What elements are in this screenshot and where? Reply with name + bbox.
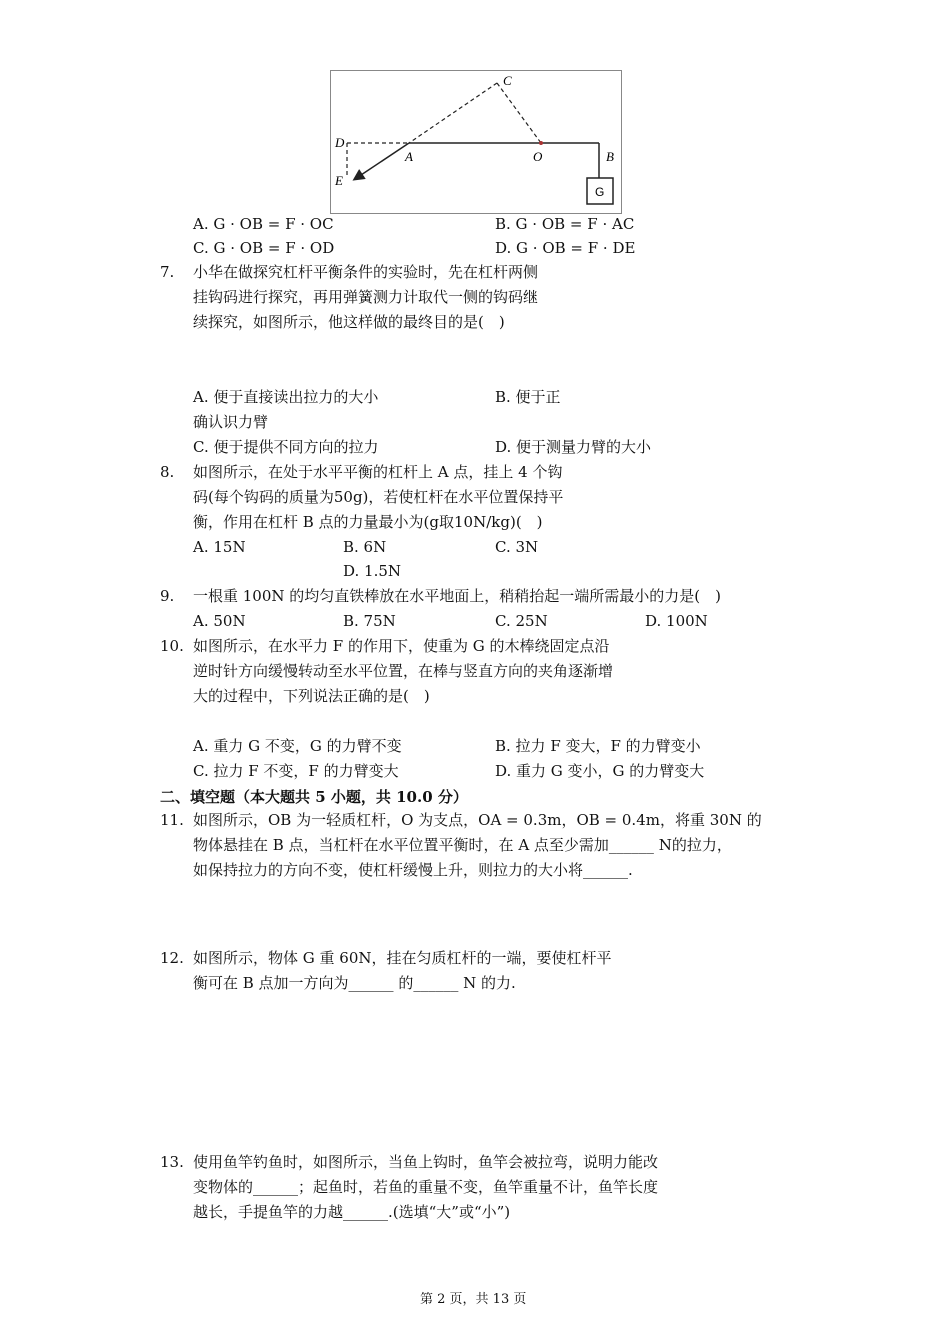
q8-number: 8.: [160, 463, 175, 481]
q9-number: 9.: [160, 587, 175, 605]
q9-option-b: B. 75N: [343, 612, 396, 630]
q10-line-1: 如图所示，在水平力 F 的作用下，使重为 G 的木棒绕固定点沿: [193, 637, 610, 655]
force-arrow: [355, 143, 409, 179]
q10-option-c: C. 拉力 F 不变，F 的力臂变大: [193, 762, 399, 780]
q8-option-d: D. 1.5N: [343, 562, 402, 580]
lever-diagram: [331, 71, 621, 213]
label-b: B: [606, 149, 614, 164]
q7-option-c: C. 便于提供不同方向的拉力: [193, 438, 379, 456]
q13-number: 13.: [160, 1153, 184, 1171]
q8-option-a: A. 15N: [193, 538, 246, 556]
label-c: C: [503, 73, 512, 88]
q12-number: 12.: [160, 949, 184, 967]
q8-option-c: C. 3N: [495, 538, 539, 556]
q8-line-3: 衡，作用在杠杆 B 点的力量最小为(g取10N/kg)( ): [193, 513, 543, 531]
q11-line-2: 物体悬挂在 B 点，当杠杆在水平位置平衡时，在 A 点至少需加______ N的拉力，: [193, 836, 732, 854]
q12-line-2: 衡可在 B 点加一方向为______ 的______ N 的力.: [193, 974, 516, 992]
q7-option-b: B. 便于正: [495, 388, 561, 406]
q6-option-c: C. G · OB = F · OD: [193, 239, 335, 257]
page-footer: 第 2 页，共 13 页: [420, 1292, 527, 1307]
q8-option-b: B. 6N: [343, 538, 387, 556]
q7-line-3: 续探究，如图所示，他这样做的最终目的是( ): [193, 313, 505, 331]
label-g: G: [595, 185, 605, 199]
q10-option-b: B. 拉力 F 变大，F 的力臂变小: [495, 737, 701, 755]
q13-line-2: 变物体的______；起鱼时，若鱼的重量不变，鱼竿重量不计，鱼竿长度: [193, 1178, 659, 1196]
q8-line-2: 码(每个钩码的质量为50g)，若使杠杆在水平位置保持平: [193, 488, 564, 506]
label-e: E: [335, 173, 343, 188]
label-o: O: [533, 149, 543, 164]
label-a: A: [405, 149, 413, 164]
q10-line-2: 逆时针方向缓慢转动至水平位置，在棒与竖直方向的夹角逐渐增: [193, 662, 614, 680]
q9-option-c: C. 25N: [495, 612, 548, 630]
q7-option-d: D. 便于测量力臂的大小: [495, 438, 652, 456]
q6-option-d: D. G · OB = F · DE: [495, 239, 636, 257]
q9-option-a: A. 50N: [193, 612, 246, 630]
q10-option-a: A. 重力 G 不变，G 的力臂不变: [193, 737, 402, 755]
dashed-co: [497, 83, 541, 143]
q7-number: 7.: [160, 263, 175, 281]
q12-line-1: 如图所示，物体 G 重 60N，挂在匀质杠杆的一端，要使杠杆平: [193, 949, 612, 967]
q10-line-3: 大的过程中，下列说法正确的是( ): [193, 687, 430, 705]
label-d: D: [335, 135, 345, 150]
q7-option-a: A. 便于直接读出拉力的大小: [193, 388, 379, 406]
q7-line-1: 小华在做探究杠杆平衡条件的实验时，先在杠杆两侧: [193, 263, 539, 281]
q13-line-1: 使用鱼竿钓鱼时，如图所示，当鱼上钩时，鱼竿会被拉弯，说明力能改: [193, 1153, 659, 1171]
q10-option-d: D. 重力 G 变小，G 的力臂变大: [495, 762, 705, 780]
q11-line-3: 如保持拉力的方向不变，使杠杆缓慢上升，则拉力的大小将______.: [193, 861, 633, 879]
q6-option-b: B. G · OB = F · AC: [495, 215, 635, 233]
q8-line-1: 如图所示，在处于水平平衡的杠杆上 A 点，挂上 4 个钩: [193, 463, 563, 481]
dashed-ca: [409, 83, 497, 143]
section-heading: 二、填空题（本大题共 5 小题，共 10.0 分）: [160, 788, 468, 806]
q10-number: 10.: [160, 637, 184, 655]
q6-option-a: A. G · OB = F · OC: [193, 215, 334, 233]
q11-line-1: 如图所示，OB 为一轻质杠杆，O 为支点，OA = 0.3m，OB = 0.4m，将重 30N 的: [193, 811, 762, 829]
q13-line-3: 越长，手提鱼竿的力越______.(选填“大”或“小”): [193, 1203, 511, 1221]
q9-option-d: D. 100N: [645, 612, 708, 630]
q7-option-b-cont: 确认识力臂: [193, 413, 269, 431]
q7-line-2: 挂钩码进行探究，再用弹簧测力计取代一侧的钩码继: [193, 288, 539, 306]
q11-number: 11.: [160, 811, 184, 829]
lever-figure: [330, 70, 622, 214]
q9-line: 一根重 100N 的均匀直铁棒放在水平地面上，稍稍抬起一端所需最小的力是( ): [193, 587, 721, 605]
pivot-o: [539, 141, 543, 145]
